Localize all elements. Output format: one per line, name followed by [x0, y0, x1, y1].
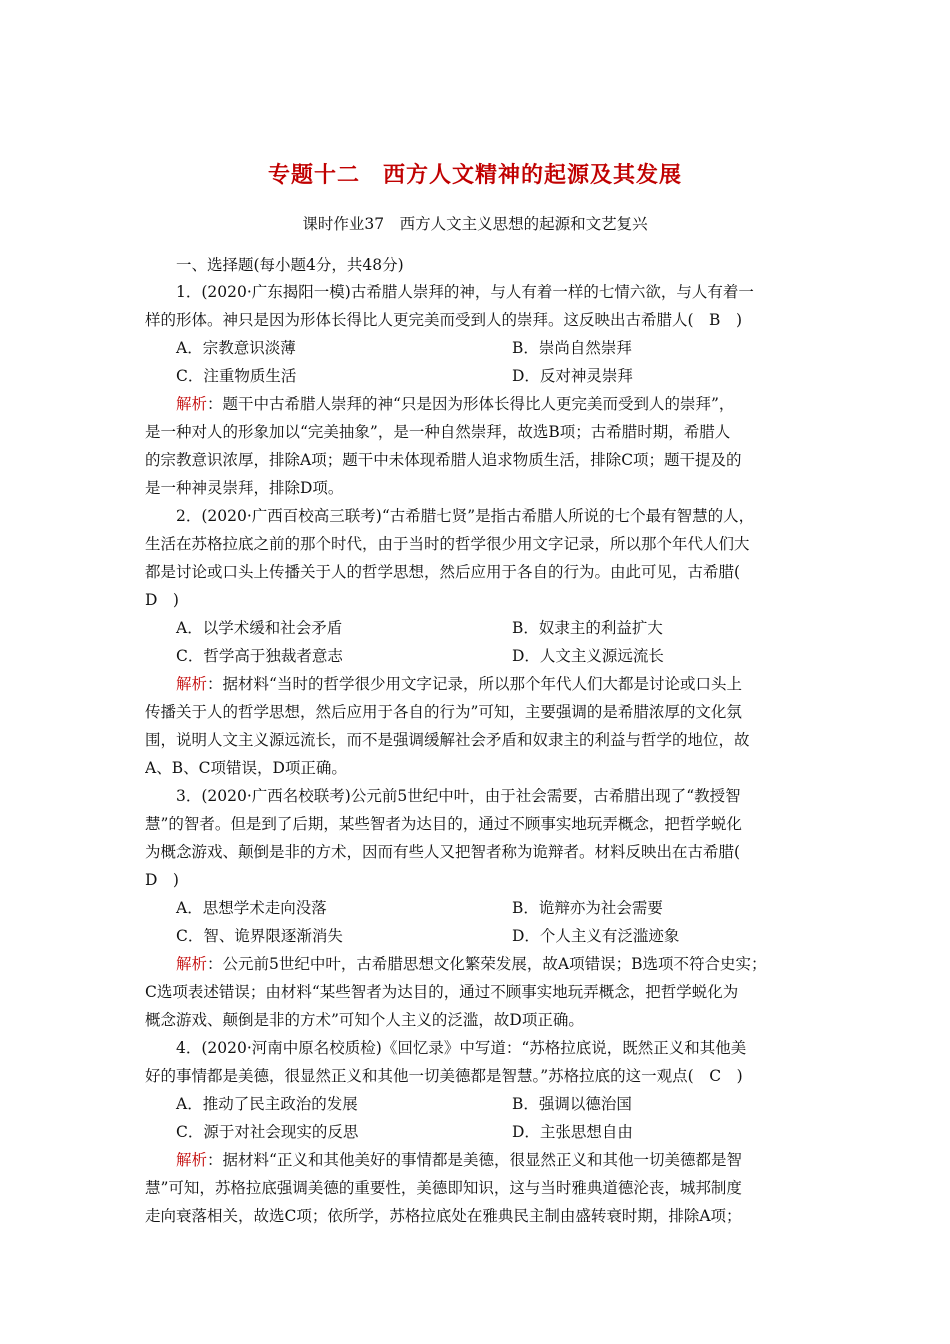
question-text: 3．(2020·广西名校联考)公元前5世纪中叶，由于社会需要，古希腊出现了“教授智: [176, 787, 741, 805]
question-text: D ): [145, 591, 179, 609]
question-text: D ): [145, 871, 179, 889]
option-c: C．哲学高于独裁者意志: [176, 647, 343, 665]
analysis-label: 解析: [176, 955, 208, 973]
analysis-text: ：据材料“正义和其他美好的事情都是美德，很显然正义和其他一切美德都是智: [207, 1151, 742, 1169]
option-c: C．智、诡界限逐渐消失: [176, 927, 343, 945]
analysis-text: A、B、C项错误，D项正确。: [145, 759, 347, 777]
analysis-label: 解析: [176, 395, 208, 413]
option-a: A．思想学术走向没落: [176, 899, 327, 917]
analysis-text: 是一种神灵崇拜，排除D项。: [145, 479, 344, 497]
analysis-text: 慧”可知，苏格拉底强调美德的重要性，美德即知识，这与当时雅典道德沦丧，城邦制度: [145, 1179, 742, 1197]
analysis-text: 围，说明人文主义源远流长，而不是强调缓解社会矛盾和奴隶主的利益与哲学的地位，故: [145, 731, 750, 749]
analysis-text: ：据材料“当时的哲学很少用文字记录，所以那个年代人们大都是讨论或口头上: [207, 675, 742, 693]
option-a: A．以学术缓和社会矛盾: [176, 619, 343, 637]
analysis-text: ：题干中古希腊人崇拜的神“只是因为形体长得比人更完美而受到人的崇拜”，: [207, 395, 735, 413]
analysis-text: 的宗教意识浓厚，排除A项；题干中未体现希腊人追求物质生活，排除C项；题干提及的: [145, 451, 742, 469]
option-d: D．人文主义源远流长: [512, 647, 664, 665]
option-b: B．强调以德治国: [512, 1095, 632, 1113]
analysis-text: ：公元前5世纪中叶，古希腊思想文化繁荣发展，故A项错误；B选项不符合史实；: [207, 955, 767, 973]
analysis-text: C选项表述错误；由材料“某些智者为达目的，通过不顾事实地玩弄概念，把哲学蜕化为: [145, 983, 739, 1001]
question-text: 都是讨论或口头上传播关于人的哲学思想，然后应用于各自的行为。由此可见，古希腊(: [145, 563, 741, 581]
analysis-line: [176, 394, 816, 414]
analysis-label: 解析: [176, 1151, 208, 1169]
option-b: B．奴隶主的利益扩大: [512, 619, 663, 637]
analysis-line: [176, 674, 816, 694]
page-title: 专题十二 西方人文精神的起源及其发展: [267, 162, 682, 188]
question-text: 1．(2020·广东揭阳一模)古希腊人崇拜的神，与人有着一样的七情六欲，与人有着一: [176, 283, 754, 301]
question-text: 慧”的智者。但是到了后期，某些智者为达目的，通过不顾事实地玩弄概念，把哲学蜕化: [145, 815, 742, 833]
question-text: 4．(2020·河南中原名校质检)《回忆录》中写道：“苏格拉底说，既然正义和其他美: [176, 1039, 747, 1057]
analysis-text: 传播关于人的哲学思想，然后应用于各自的行为”可知，主要强调的是希腊浓厚的文化氛: [145, 703, 742, 721]
option-d: D．个人主义有泛滥迹象: [512, 927, 680, 945]
analysis-text: 是一种对人的形象加以“完美抽象”，是一种自然崇拜，故选B项；古希腊时期，希腊人: [145, 423, 731, 441]
question-text: 为概念游戏、颠倒是非的方术，因而有些人又把智者称为诡辩者。材料反映出在古希腊(: [145, 843, 741, 861]
analysis-line: [176, 954, 816, 974]
analysis-label: 解析: [176, 675, 208, 693]
option-b: B．诡辩亦为社会需要: [512, 899, 663, 917]
option-d: D．反对神灵崇拜: [512, 367, 633, 385]
analysis-text: 走向衰落相关，故选C项；依所学，苏格拉底处在雅典民主制由盛转衰时期，排除A项；: [145, 1207, 742, 1225]
option-a: A．宗教意识淡薄: [176, 339, 296, 357]
option-c: C．注重物质生活: [176, 367, 297, 385]
section-header: 一、选择题(每小题4分，共48分): [176, 256, 404, 274]
option-b: B．崇尚自然崇拜: [512, 339, 632, 357]
question-text: 2．(2020·广西百校高三联考)“古希腊七贤”是指古希腊人所说的七个最有智慧的人，: [176, 507, 755, 525]
analysis-text: 概念游戏、颠倒是非的方术”可知个人主义的泛滥，故D项正确。: [145, 1011, 584, 1029]
page-subtitle: 课时作业37 西方人文主义思想的起源和文艺复兴: [302, 215, 648, 233]
question-text: 好的事情都是美德，很显然正义和其他一切美德都是智慧。”苏格拉底的这一观点( C ): [145, 1067, 743, 1085]
option-a: A．推动了民主政治的发展: [176, 1095, 358, 1113]
analysis-line: [176, 1150, 816, 1170]
question-text: 样的形体。神只是因为形体长得比人更完美而受到人的崇拜。这反映出古希腊人( B ): [145, 311, 742, 329]
option-c: C．源于对社会现实的反思: [176, 1123, 359, 1141]
question-text: 生活在苏格拉底之前的那个时代，由于当时的哲学很少用文字记录，所以那个年代人们大: [145, 535, 750, 553]
option-d: D．主张思想自由: [512, 1123, 633, 1141]
